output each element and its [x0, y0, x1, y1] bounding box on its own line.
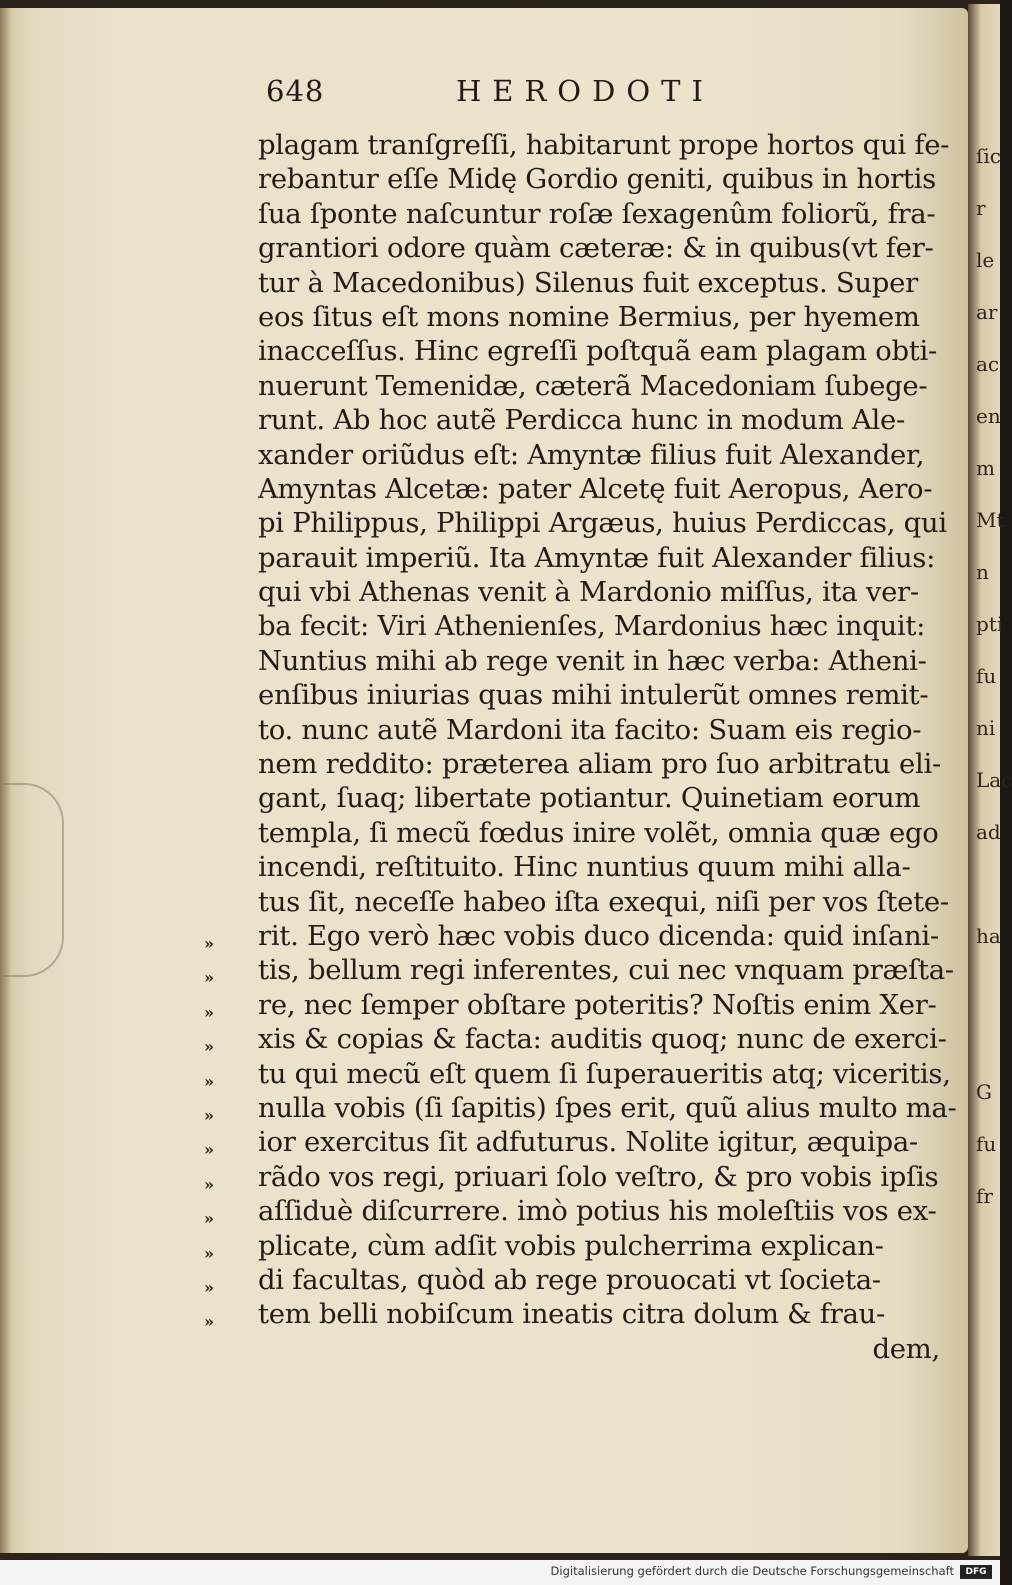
margin-quote-mark: »: [204, 1071, 214, 1091]
text-line: rebantur eſſe Midę Gordio geniti, quibus in hortis: [258, 163, 936, 196]
margin-quote-mark: »: [204, 1174, 214, 1194]
adjacent-page-fragment: fu: [976, 664, 997, 688]
text-line: aſſiduè diſcurrere. imò potius his moleſtiis vos ex-: [258, 1195, 937, 1228]
text-line: di facultas, quòd ab rege prouocati vt ſocieta-: [258, 1263, 881, 1296]
page-gutter: [0, 8, 10, 1553]
text-line: Nuntius mihi ab rege venit in hæc verba: Atheni-: [258, 644, 927, 677]
text-line: gant, ſuaq; libertate potiantur. Quinetiam eorum: [258, 782, 921, 815]
text-line: grantiori odore quàm cæteræ: & in quibus(vt fer-: [258, 232, 934, 265]
text-line: parauit imperiũ. Ita Amyntæ fuit Alexander filius:: [258, 541, 936, 574]
text-line: rit. Ego verò hæc vobis duco dicenda: quid inſani-: [258, 919, 939, 952]
margin-quote-mark: »: [204, 1209, 214, 1229]
text-line: xander oriũdus eſt: Amyntæ filius fuit Alexander,: [258, 438, 925, 471]
text-line: rãdo vos regi, priuari ſolo veſtro, & pro vobis ipſis: [258, 1160, 939, 1193]
adjacent-page-fragment: Mt: [976, 508, 1005, 532]
margin-quote-mark: »: [204, 934, 214, 953]
adjacent-page-fragment: fr: [976, 1184, 993, 1208]
page-header: [266, 74, 946, 124]
text-line: tus ſit, neceſſe habeo iſta exequi, niſi per vos ſtete-: [258, 885, 949, 918]
adjacent-page-fragment: Lac: [976, 768, 1012, 792]
text-line: xis & copias & facta: auditis quoq; nunc de exerci-: [258, 1023, 947, 1056]
text-line: nulla vobis (ſi ſapitis) ſpes erit, quũ alius multo ma-: [258, 1091, 957, 1124]
body-text: [258, 128, 958, 1366]
text-line: Amyntas Alcetæ: pater Alcetę fuit Aeropus, Aero-: [258, 472, 933, 505]
adjacent-page-fragment: ad: [976, 820, 1001, 844]
margin-quote-mark: »: [204, 1243, 214, 1263]
margin-quote-mark: »: [204, 1105, 214, 1125]
quotation-margin-marks: [204, 927, 244, 1340]
page-number: 648: [266, 74, 325, 108]
text-line: nem reddito: præterea aliam pro ſuo arbitratu eli-: [258, 748, 941, 781]
margin-quote-mark: »: [204, 968, 214, 988]
text-line: nuerunt Temenidæ, cæterã Macedoniam ſubege-: [258, 369, 928, 402]
margin-quote-mark: »: [204, 1037, 214, 1057]
running-head: HERODOTI: [456, 74, 714, 108]
adjacent-page-fragment: ar: [976, 300, 998, 324]
text-line: dem,: [872, 1332, 940, 1365]
text-line: tem belli nobiſcum ineatis citra dolum & frau-: [258, 1298, 885, 1331]
text-line: plicate, cùm adſit vobis pulcherrima explican-: [258, 1229, 884, 1262]
text-line: ba fecit: Viri Athenienſes, Mardonius hæc inquit:: [258, 610, 926, 643]
adjacent-page-fragment: n: [976, 560, 989, 584]
text-line: inacceſſus. Hinc egreſſi poſtquã eam plagam obti-: [258, 335, 938, 368]
text-line: plagam tranſgreſſi, habitarunt prope hortos qui fe-: [258, 129, 950, 161]
dfg-logo: DFG: [960, 1565, 992, 1579]
adjacent-page-fragment: r: [976, 196, 986, 220]
text-line: tis, bellum regi inferentes, cui nec vnquam præſta-: [258, 954, 954, 987]
text-line: eos ſitus eſt mons nomine Bermius, per hyemem: [258, 300, 920, 333]
text-line: to. nunc autẽ Mardoni ita facito: Suam eis regio-: [258, 713, 922, 746]
text-line: pi Philippus, Philippi Argæus, huius Perdiccas, qui: [258, 507, 947, 540]
text-line: re, nec ſemper obſtare poteritis? Noſtis enim Xer-: [258, 988, 937, 1021]
text-line: qui vbi Athenas venit à Mardonio miſſus, ita ver-: [258, 576, 919, 609]
digitization-credit: Digitalisierung gefördert durch die Deutsche Forschungsgemeinschaft: [550, 1564, 954, 1578]
text-line: runt. Ab hoc autẽ Perdicca hunc in modum Ale-: [258, 404, 905, 437]
margin-quote-mark: »: [204, 1140, 214, 1160]
text-line: tur à Macedonibus) Silenus fuit exceptus. Super: [258, 266, 918, 299]
text-line: ſua ſponte naſcuntur roſæ ſexagenûm foliorũ, fra-: [258, 197, 936, 230]
page-clip-mark: [4, 783, 64, 977]
text-line: enſibus iniurias quas mihi intulerũt omnes remit-: [258, 679, 929, 712]
adjacent-page-fragment: G: [976, 1080, 992, 1104]
text-line: incendi, reſtituito. Hinc nuntius quum mihi alla-: [258, 851, 911, 884]
adjacent-page-fragment: ſic: [976, 144, 1001, 168]
text-line: ior exercitus ſit adfuturus. Nolite igitur, æquipa-: [258, 1126, 918, 1159]
margin-quote-mark: »: [204, 1002, 214, 1022]
margin-quote-mark: »: [204, 1312, 214, 1332]
adjacent-page-edge: [968, 4, 1012, 1556]
adjacent-page-fragment: fu: [976, 1132, 997, 1156]
footer-bar: [0, 1560, 1000, 1585]
adjacent-page-fragment: ac: [976, 352, 1000, 376]
adjacent-page-fragment: en: [976, 404, 1001, 428]
adjacent-page-fragment: le: [976, 248, 995, 272]
text-line: tu qui mecũ eſt quem ſi ſuperaueritis atq; viceritis,: [258, 1057, 951, 1090]
adjacent-page-fragment: pti: [976, 612, 1004, 636]
margin-quote-mark: »: [204, 1277, 214, 1297]
adjacent-page-fragment: ni: [976, 716, 996, 740]
text-line: templa, ſi mecũ fœdus inire volẽt, omnia quæ ego: [258, 816, 939, 849]
adjacent-page-fragment: m: [976, 456, 995, 480]
adjacent-page-fragment: ha: [976, 924, 1001, 948]
